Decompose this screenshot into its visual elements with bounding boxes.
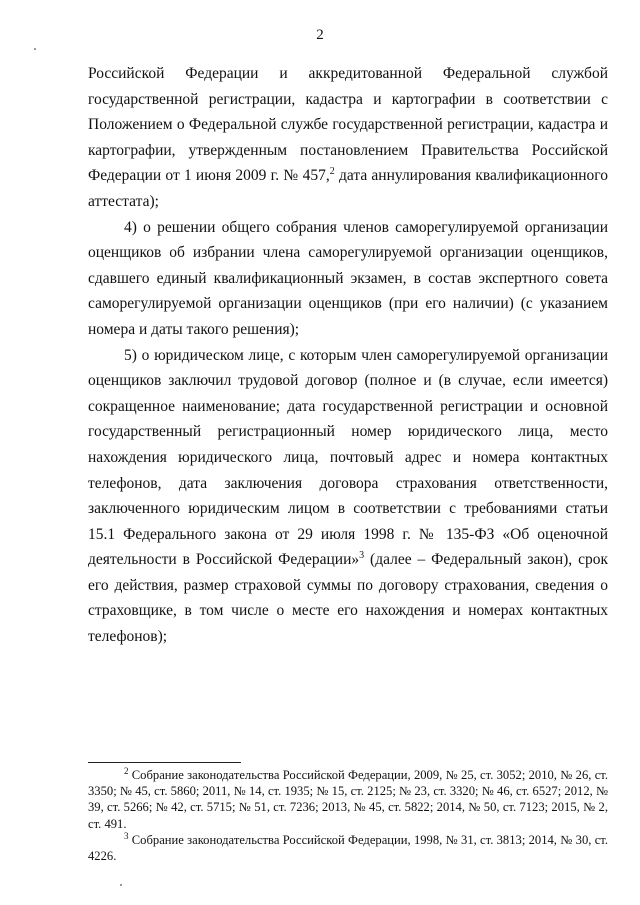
footnotes [88,767,608,864]
footnote-ref-3[interactable]: 3 [359,550,365,562]
footnote-number: 3 [124,830,129,841]
paragraph-text: (далее – Федеральный закон), срок его действия, размер страховой суммы по договору страхования, сведения о страховщике, в том числе о месте его нахождения и номерах контактных телефонов); [88,551,608,646]
paragraph-item-4 [88,215,608,343]
scan-speck [34,48,36,50]
paragraph-text: 5) о юридическом лице, с которым член саморегулируемой организации оценщиков заключил трудовой договор (полное и (в случае, если имеется) сокращенное наименование; дата государственной регистрации и основной государственный регистрационный номер юридического лица, место нахождения юридического лица, почтовый адрес и номера контактных телефонов, дата заключения договора страхования ответственности, заключенного юридическим лицом в соответствии с требованиями статьи 15.1 Федерального закона от 29 июля 1998 г. № 135-ФЗ «Об оценочной деятельности в Российской Федерации» [88,346,608,569]
footnote-text: Собрание законодательства Российской Федерации, 1998, № 31, ст. 3813; 2014, № 30, ст. 4226. [88,832,608,864]
paragraph-text: Российской Федерации и аккредитованной Федеральной службой государственной регистрации, кадастра и картографии в соответствии с Положением о Федеральной службе государственной регистрации, кадастра и картографии, утвержденным постановлением Правительства Российской Федерации от 1 июня 2009 г. № 457, [88,65,608,185]
footnote-2 [88,767,608,832]
document-body [88,61,608,650]
paragraph-item-5 [88,343,608,650]
footnote-number: 2 [124,765,129,776]
footnote-3 [88,832,608,864]
footnote-ref-2[interactable]: 2 [329,166,335,178]
scan-speck [120,884,122,886]
footnote-text: Собрание законодательства Российской Федерации, 2009, № 25, ст. 3052; 2010, № 26, ст. 3350; № 45, ст. 5860; 2011, № 14, ст. 1935; № 15, ст. 2125; № 23, ст. 3320; № 46, ст. 6527; 2012, № 39, ст. 5266; № 42, ст. 5715; № 51, ст. 7236; 2013, № 45, ст. 5822; 2014, № 50, ст. 7123; 2015, № 2, ст. 491. [88,768,608,831]
page-number: 2 [316,27,324,43]
paragraph-continuation [88,61,608,215]
paragraph-text: 4) о решении общего собрания членов саморегулируемой организации оценщиков об избрании члена саморегулируемой организации оценщиков, сдавшего единый квалификационный экзамен, в состав экспертного совета саморегулируемой организации оценщиков (при его наличии) (с указанием номера и даты такого решения); [88,218,608,338]
footnote-separator [88,762,241,763]
paragraph-text: дата аннулирования квалификационного аттестата); [88,167,609,210]
